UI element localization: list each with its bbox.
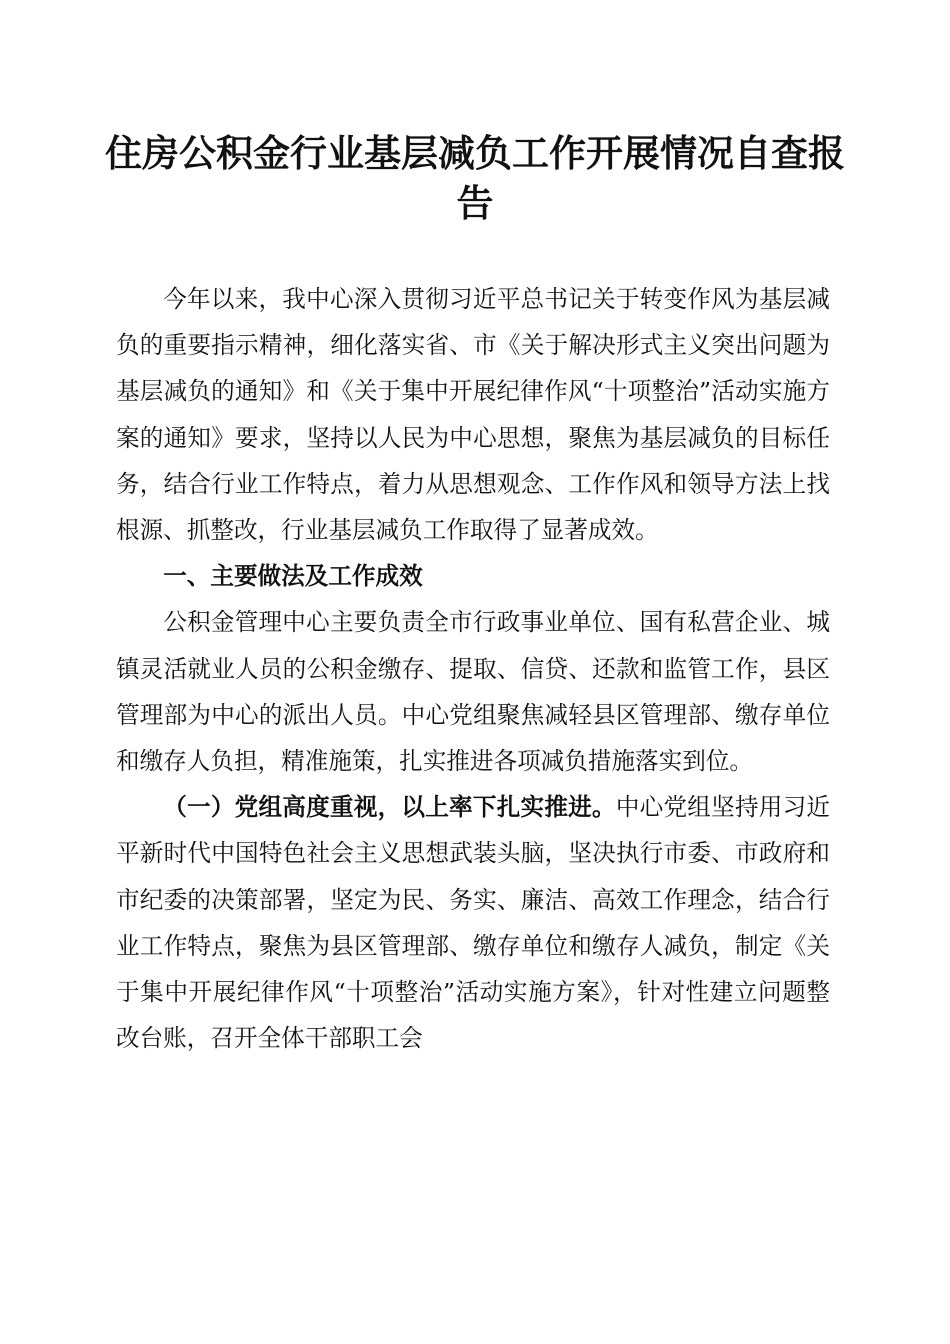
subsection-paragraph (116, 784, 830, 1061)
section-heading: 一、主要做法及工作成效 (163, 562, 423, 591)
section-paragraph: 公积金管理中心主要负责全市行政事业单位、国有私营企业、城镇灵活就业人员的公积金缴存、提取、信贷、还款和监管工作，县区管理部为中心的派出人员。中心党组聚焦减轻县区管理部、缴存单位和缴存人负担，精准施策，扎实推进各项减负措施落实到位。 (116, 608, 830, 776)
subsection-body: 中心党组坚持用习近平新时代中国特色社会主义思想武装头脑，坚决执行市委、市政府和市纪委的决策部署，坚定为民、务实、廉洁、高效工作理念，结合行业工作特点，聚焦为县区管理部、缴存单位和缴存人减负，制定《关于集中开展纪律作风“十项整治”活动实施方案》，针对性建立问题整改台账，召开全体干部职工会 (116, 793, 831, 1053)
subsection-lead: （一）党组高度重视，以上率下扎实推进。 (163, 793, 616, 822)
document-body (116, 276, 830, 1061)
document-title: 住房公积金行业基层减负工作开展情况自查报告 (105, 131, 845, 225)
intro-paragraph: 今年以来，我中心深入贯彻习近平总书记关于转变作风为基层减负的重要指示精神，细化落实省、市《关于解决形式主义突出问题为基层减负的通知》和《关于集中开展纪律作风“十项整治”活动实施方案的通知》要求，坚持以人民为中心思想，聚焦为基层减负的目标任务，结合行业工作特点，着力从思想观念、工作作风和领导方法上找根源、抓整改，行业基层减负工作取得了显著成效。 (116, 285, 830, 545)
